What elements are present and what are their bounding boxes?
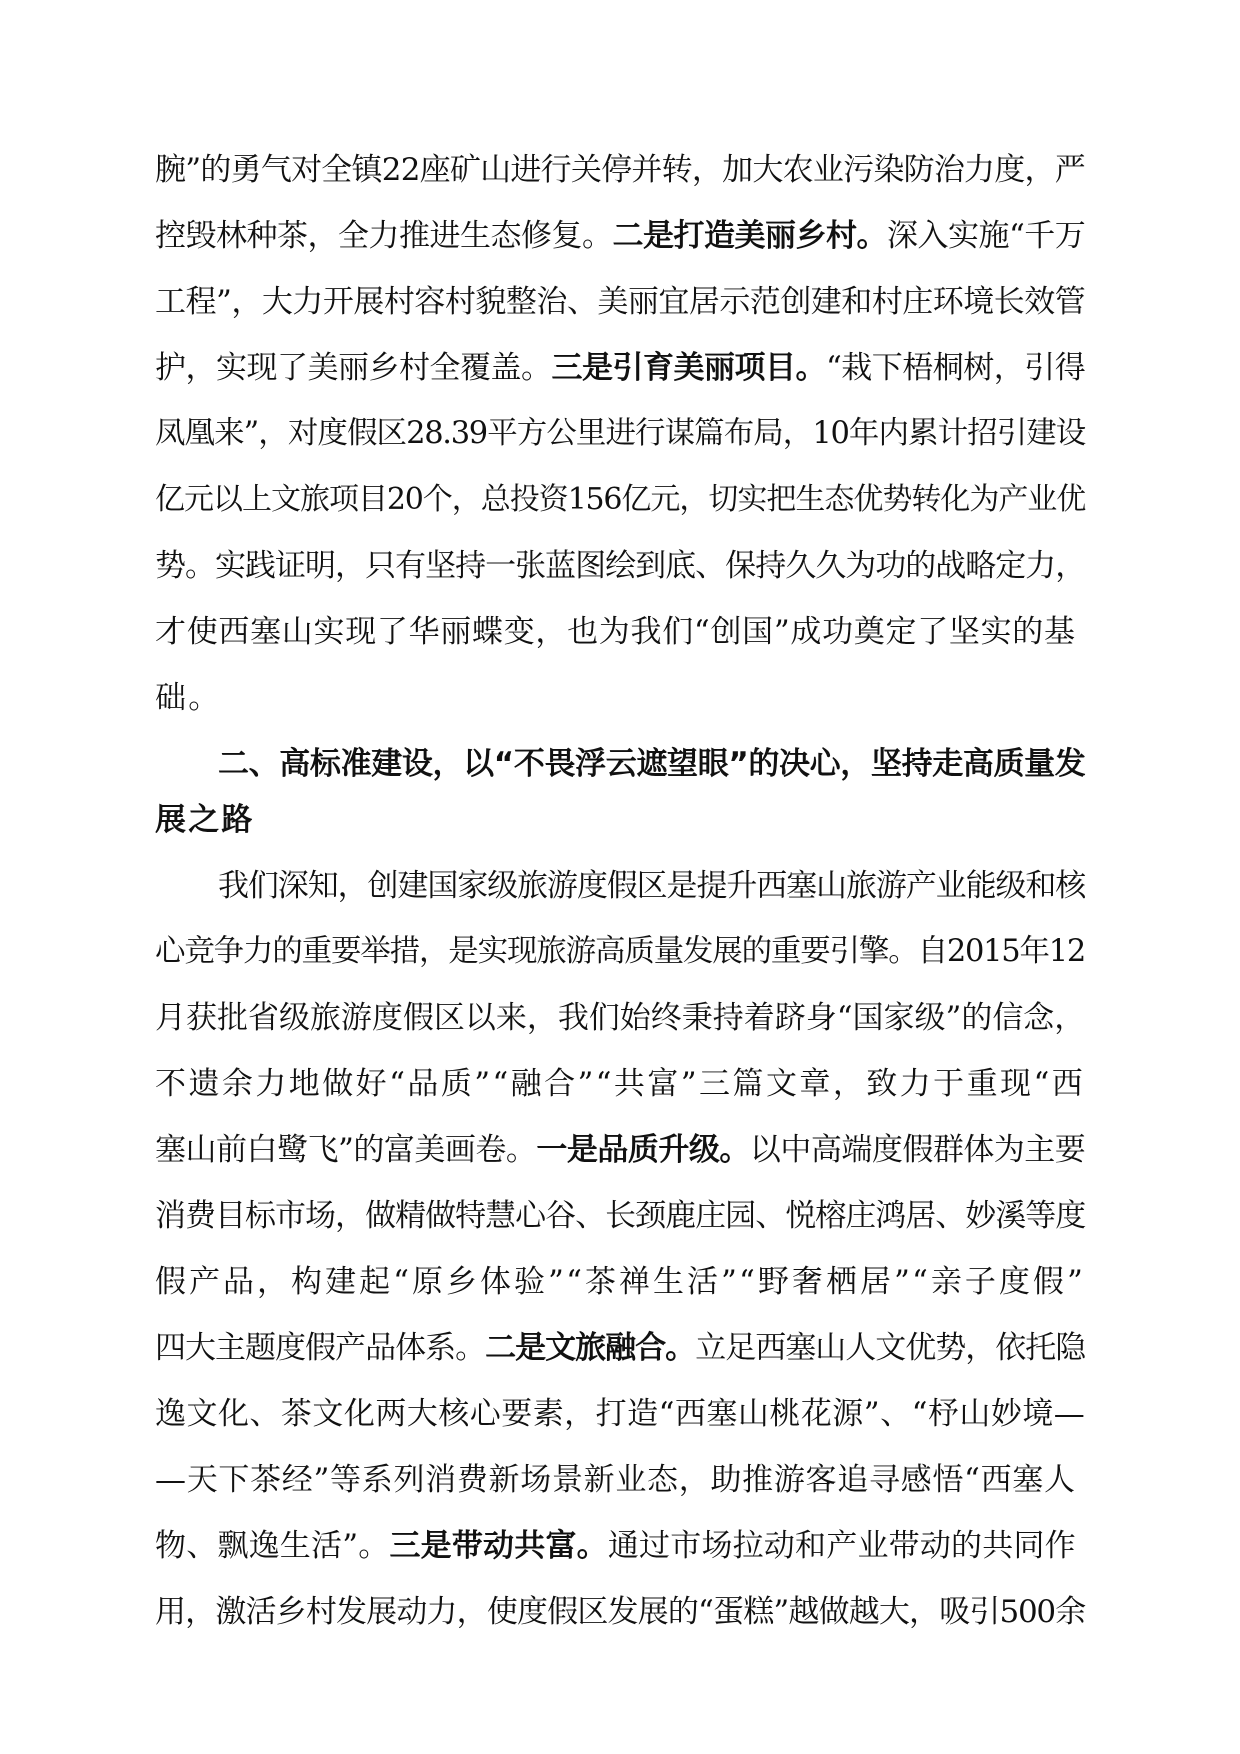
text-run: 逸文化、茶文化两大核心要素，打造“西塞山桃花源”、“杼山妙境—: [155, 1396, 1085, 1432]
text-line: [155, 282, 1085, 322]
text-line: [155, 612, 1085, 652]
text-line: [155, 1196, 1085, 1236]
heading-line: [155, 800, 1085, 840]
bold-lead-phrase: 三是带动共富。: [389, 1528, 608, 1564]
text-line: [155, 932, 1085, 972]
text-run: 护，实现了美丽乡村全覆盖。: [155, 350, 552, 386]
text-run: 消费目标市场，做精做特慧心谷、长颈鹿庄园、悦榕庄鸿居、妙溪等度: [155, 1198, 1085, 1234]
text-run: 凤凰来”，对度假区28.39平方公里进行谋篇布局，10年内累计招引建设: [155, 416, 1085, 451]
text-run: 我们深知，创建国家级旅游度假区是提升西塞山旅游产业能级和核: [218, 868, 1085, 904]
text-run: 心竞争力的重要举措，是实现旅游高质量发展的重要引擎。自2015年12: [155, 934, 1085, 969]
text-line: [155, 480, 1085, 520]
text-run: 控毁林种茶，全力推进生态修复。: [155, 218, 613, 254]
text-run: —天下茶经”等系列消费新场景新业态，助推游客追寻感悟“西塞人: [155, 1462, 1076, 1498]
text-line: [155, 1526, 1085, 1566]
bold-lead-phrase: 二是文旅融合。: [485, 1330, 696, 1366]
text-run: 以中高端度假群体为主要: [749, 1132, 1086, 1168]
text-run: 腕”的勇气对全镇22座矿山进行关停并转，加大农业污染防治力度，严: [155, 152, 1085, 188]
text-run: 势。实践证明，只有坚持一张蓝图绘到底、保持久久为功的战略定力，: [155, 548, 1085, 584]
text-run: 假产品，构建起“原乡体验”“茶禅生活”“野奢栖居”“亲子度假”: [155, 1264, 1085, 1300]
text-line: [155, 1064, 1085, 1104]
text-run: 才使西塞山实现了华丽蝶变，也为我们“创国”成功奠定了坚实的基: [155, 614, 1076, 650]
text-line: [155, 1328, 1085, 1368]
text-run: 月获批省级旅游度假区以来，我们始终秉持着跻身“国家级”的信念，: [155, 1000, 1085, 1036]
text-line: [155, 998, 1085, 1038]
text-run: 通过市场拉动和产业带动的共同作: [607, 1528, 1076, 1564]
text-run: 不遗余力地做好“品质”“融合”“共富”三篇文章，致力于重现“西: [155, 1066, 1085, 1102]
bold-lead-phrase: 三是引育美丽项目。: [551, 350, 826, 386]
text-line: [155, 216, 1085, 256]
bold-lead-phrase: 一是品质升级。: [536, 1132, 750, 1168]
text-line: [155, 1592, 1085, 1632]
text-run: 深入实施“千万: [886, 218, 1085, 254]
bold-lead-phrase: 二是打造美丽乡村。: [612, 218, 887, 254]
text-run: 立足西塞山人文优势，依托隐: [695, 1330, 1085, 1366]
heading-text: 展之路: [155, 802, 255, 838]
text-line: [155, 150, 1085, 190]
text-run: 塞山前白鹭飞”的富美画卷。: [155, 1132, 537, 1168]
text-run: 用，激活乡村发展动力，使度假区发展的“蛋糕”越做越大，吸引500余: [155, 1594, 1085, 1630]
text-line: [155, 678, 1085, 718]
text-line: [155, 348, 1085, 388]
text-line: [155, 1130, 1085, 1170]
text-line: [155, 414, 1085, 454]
text-run: 工程”，大力开展村容村貌整治、美丽宜居示范创建和村庄环境长效管: [155, 284, 1085, 320]
text-run: 四大主题度假产品体系。: [155, 1330, 486, 1366]
text-run: 础。: [155, 680, 222, 716]
text-run: “栽下梧桐树，引得: [825, 350, 1085, 386]
text-line: [155, 1460, 1085, 1500]
text-line: [155, 1394, 1085, 1434]
heading-text: 二、高标准建设，以“不畏浮云遮望眼”的决心，坚持走高质量发: [218, 746, 1085, 782]
text-run: 物、飘逸生活”。: [155, 1528, 390, 1564]
text-line: [155, 546, 1085, 586]
text-run: 亿元以上文旅项目20个，总投资156亿元，切实把生态优势转化为产业优: [155, 482, 1085, 517]
text-line: [155, 1262, 1085, 1302]
heading-line: [218, 744, 1085, 784]
text-line: [218, 866, 1085, 906]
